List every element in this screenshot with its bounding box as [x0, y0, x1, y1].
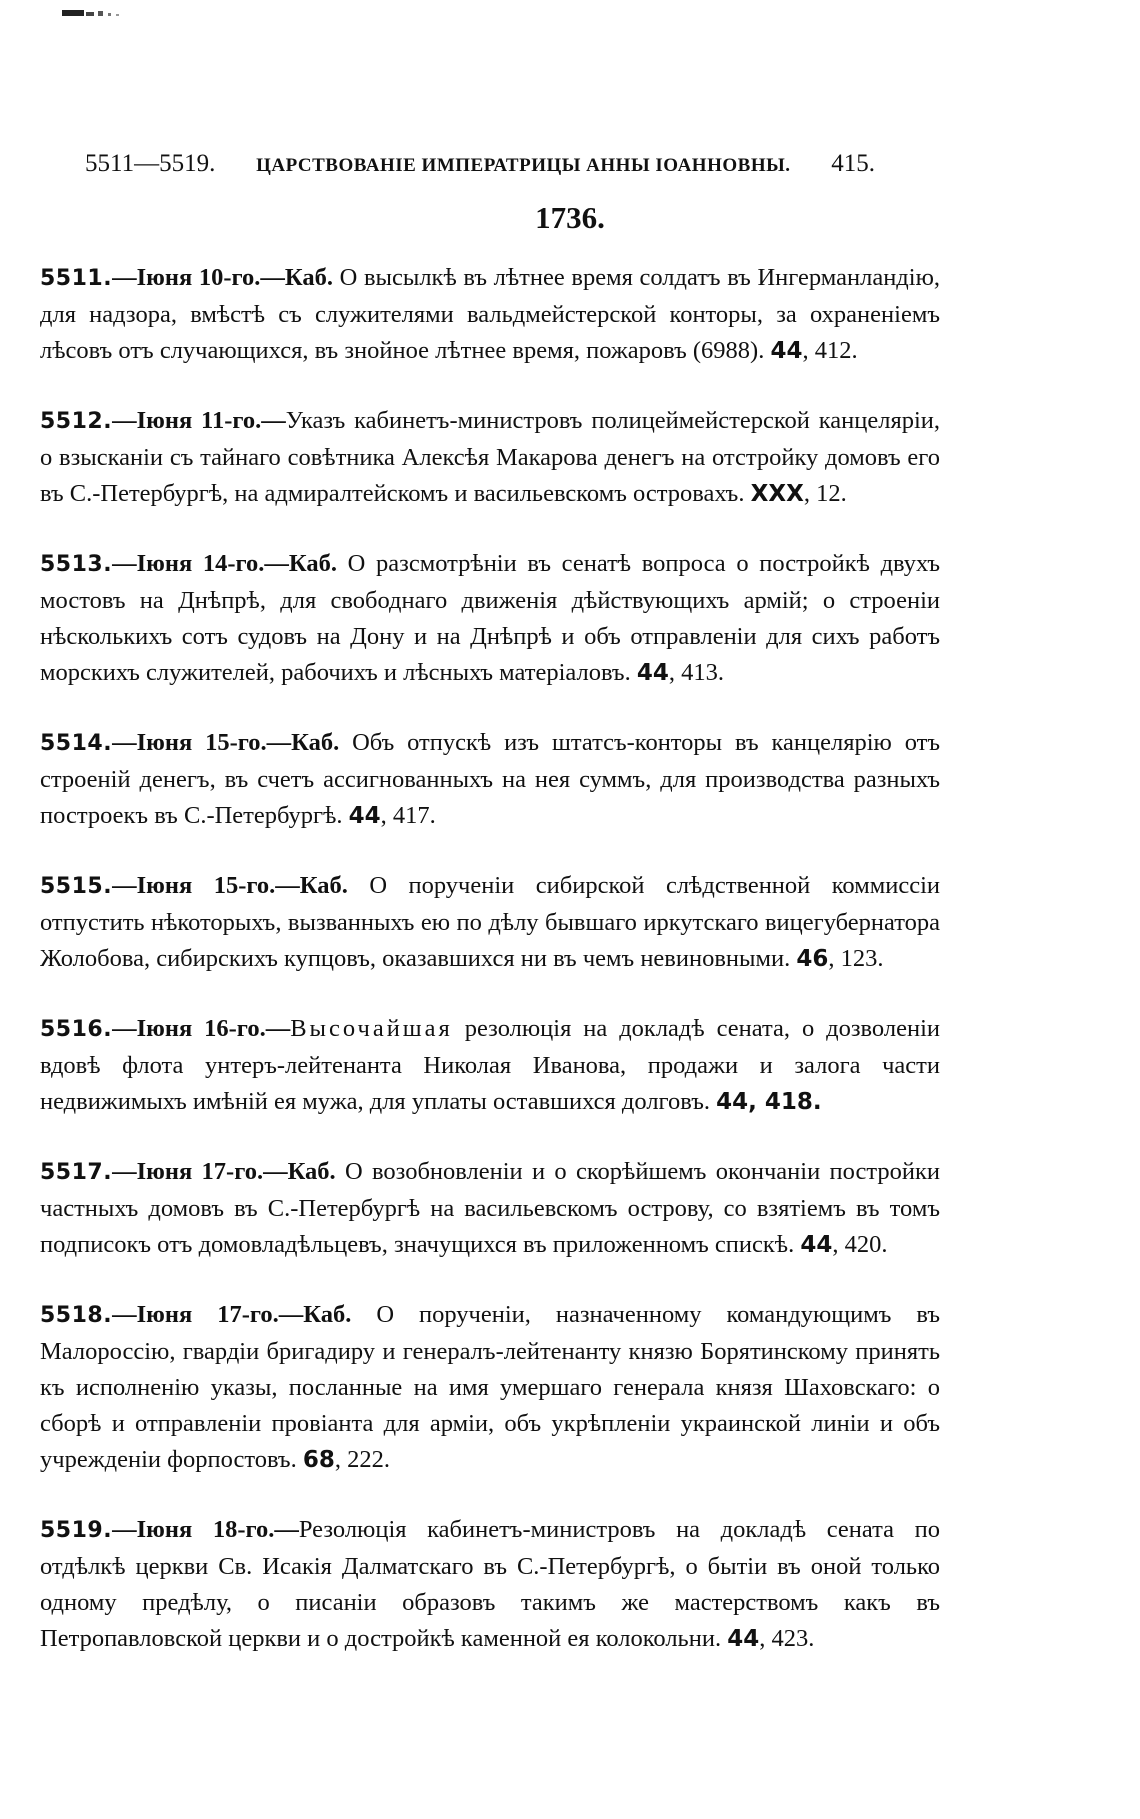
page-header [85, 150, 875, 178]
volume-ref: 46 [796, 946, 829, 972]
running-title: ЦАРСТВОВАНІЕ ИМПЕРАТРИЦЫ АННЫ ІОАННОВНЫ. [256, 155, 791, 176]
entry-number: 5511. [40, 266, 113, 291]
entry-text: О порученіи сибирской слѣдственной коммиссіи отпустить нѣкоторыхъ, вызванныхъ ею по дѣлу бывшаго иркутскаго вицегубернатора Жолобова, сибирскихъ купцовъ, оказавшихся ни въ чемъ невиновными. [40, 872, 941, 972]
entries-list [40, 260, 940, 1691]
entry-5515 [40, 868, 940, 977]
entry-number: 5514. [40, 731, 113, 756]
entry-5512 [40, 403, 940, 512]
entry-5516 [40, 1011, 940, 1120]
page-ref: , 418. [748, 1089, 822, 1115]
entry-date: —Іюня 11-го.— [112, 407, 286, 434]
year-heading: 1736. [535, 200, 605, 235]
volume-ref: 44 [727, 1626, 760, 1652]
entry-date: —Іюня 16-го.— [112, 1015, 291, 1042]
entry-date: —Іюня 15-го.—Каб. [112, 729, 340, 756]
entry-number: 5519. [40, 1518, 113, 1543]
volume-ref: 44 [348, 803, 381, 829]
page-number: 415. [831, 150, 875, 177]
entry-number: 5517. [40, 1160, 113, 1185]
volume-ref: 44 [716, 1089, 749, 1115]
volume-ref: 44 [770, 338, 803, 364]
entry-text: О разсмотрѣніи въ сенатѣ вопроса о постройкѣ двухъ мостовъ на Днѣпрѣ, для свободнаго движенія дѣйствующихъ армій; о строеніи нѣсколькихъ сотъ судовъ на Дону и на Днѣпрѣ и объ отправленіи для сихъ работъ морскихъ служителей, рабочихъ и лѣсныхъ матеріаловъ. [40, 550, 940, 686]
volume-ref: 44 [636, 660, 669, 686]
page-ref: , 423. [759, 1625, 815, 1652]
entry-date: —Іюня 15-го.—Каб. [112, 872, 348, 899]
entry-number: 5518. [40, 1303, 113, 1328]
volume-ref: 44 [800, 1232, 833, 1258]
entry-number: 5516. [40, 1017, 113, 1042]
entry-number: 5513. [40, 552, 113, 577]
page-ref: , 412. [802, 337, 858, 364]
page-ref: , 420. [832, 1231, 888, 1258]
page-ref: , 12. [803, 480, 847, 507]
entry-5513 [40, 546, 940, 691]
entry-date: —Іюня 17-го.—Каб. [112, 1158, 336, 1185]
page-ref: , 123. [828, 945, 884, 972]
entry-5511 [40, 260, 940, 369]
volume-ref: XXX [750, 481, 804, 507]
entry-date: —Іюня 10-го.—Каб. [112, 264, 333, 291]
entry-number: 5512. [40, 409, 113, 434]
entry-text: О возобновленіи и о скорѣйшемъ окончаніи постройки частныхъ домовъ въ С.-Петербургѣ на васильевскомъ острову, со взятіемъ въ томъ подписокъ отъ домовладѣльцевъ, значущихся въ приложенномъ спискѣ. [40, 1158, 940, 1258]
entry-5517 [40, 1154, 940, 1263]
volume-ref: 68 [302, 1447, 335, 1473]
entry-text: Указъ кабинетъ-министровъ полицеймейстерской канцеляріи, о взысканіи съ тайнаго совѣтника Алексѣя Макарова денегъ на отстройку домовъ его въ С.-Петербургѣ, на адмиралтейскомъ и васильевскомъ островахъ. [40, 407, 941, 507]
entry-5514 [40, 725, 940, 834]
entry-date: —Іюня 17-го.—Каб. [112, 1301, 352, 1328]
entry-text: Объ отпускѣ изъ штатсъ-конторы въ канцелярію отъ строеній денегъ, въ счетъ ассигнованныхъ на нея суммъ, для производства разныхъ построекъ въ С.-Петербургѣ. [40, 729, 940, 829]
entry-number: 5515. [40, 874, 113, 899]
page-ref: , 413. [668, 659, 724, 686]
page-ref: , 222. [334, 1446, 390, 1473]
entry-range: 5511—5519. [85, 150, 216, 177]
entry-text: резолюція на докладѣ сената, о дозволеніи вдовѣ флота унтеръ-лейтенанта Николая Иванова, продажи и залога части недвижимыхъ имѣній ея мужа, для уплаты оставшихся долговъ. [40, 1015, 940, 1115]
entry-spaced-word: Высочайшая [290, 1015, 453, 1042]
entry-date: —Іюня 18-го.— [112, 1516, 299, 1543]
entry-text: Резолюція кабинетъ-министровъ на докладѣ сената по отдѣлкѣ церкви Св. Исакія Далматскаго въ С.-Петербургѣ, о бытіи въ оной только одному предѣлу, о писаніи образовъ такимъ же мастерствомъ какъ въ Петропавловской церкви и о достройкѣ каменной ея колокольни. [40, 1516, 940, 1652]
page-ref: , 417. [380, 802, 436, 829]
entry-text: О порученіи, назначенному командующимъ въ Малороссію, гвардіи бригадиру и генералъ-лейтенанту князю Борятинскому принять къ исполненію указы, посланные на имя умершаго генерала князя Шаховскаго: о сборѣ и отправленіи провіанта для арміи, объ укрѣпленіи украинской линіи и объ учрежденіи форпостовъ. [40, 1301, 941, 1473]
entry-text: О высылкѣ въ лѣтнее время солдатъ въ Ингерманландію, для надзора, вмѣстѣ съ служителями вальдмейстерской конторы, за охраненіемъ лѣсовъ отъ случающихся, въ знойное лѣтнее время, пожаровъ (6988). [40, 264, 941, 364]
entry-5518 [40, 1297, 940, 1478]
scan-artifact-mark [62, 8, 132, 22]
entry-date: —Іюня 14-го.—Каб. [112, 550, 337, 577]
entry-5519 [40, 1512, 940, 1657]
